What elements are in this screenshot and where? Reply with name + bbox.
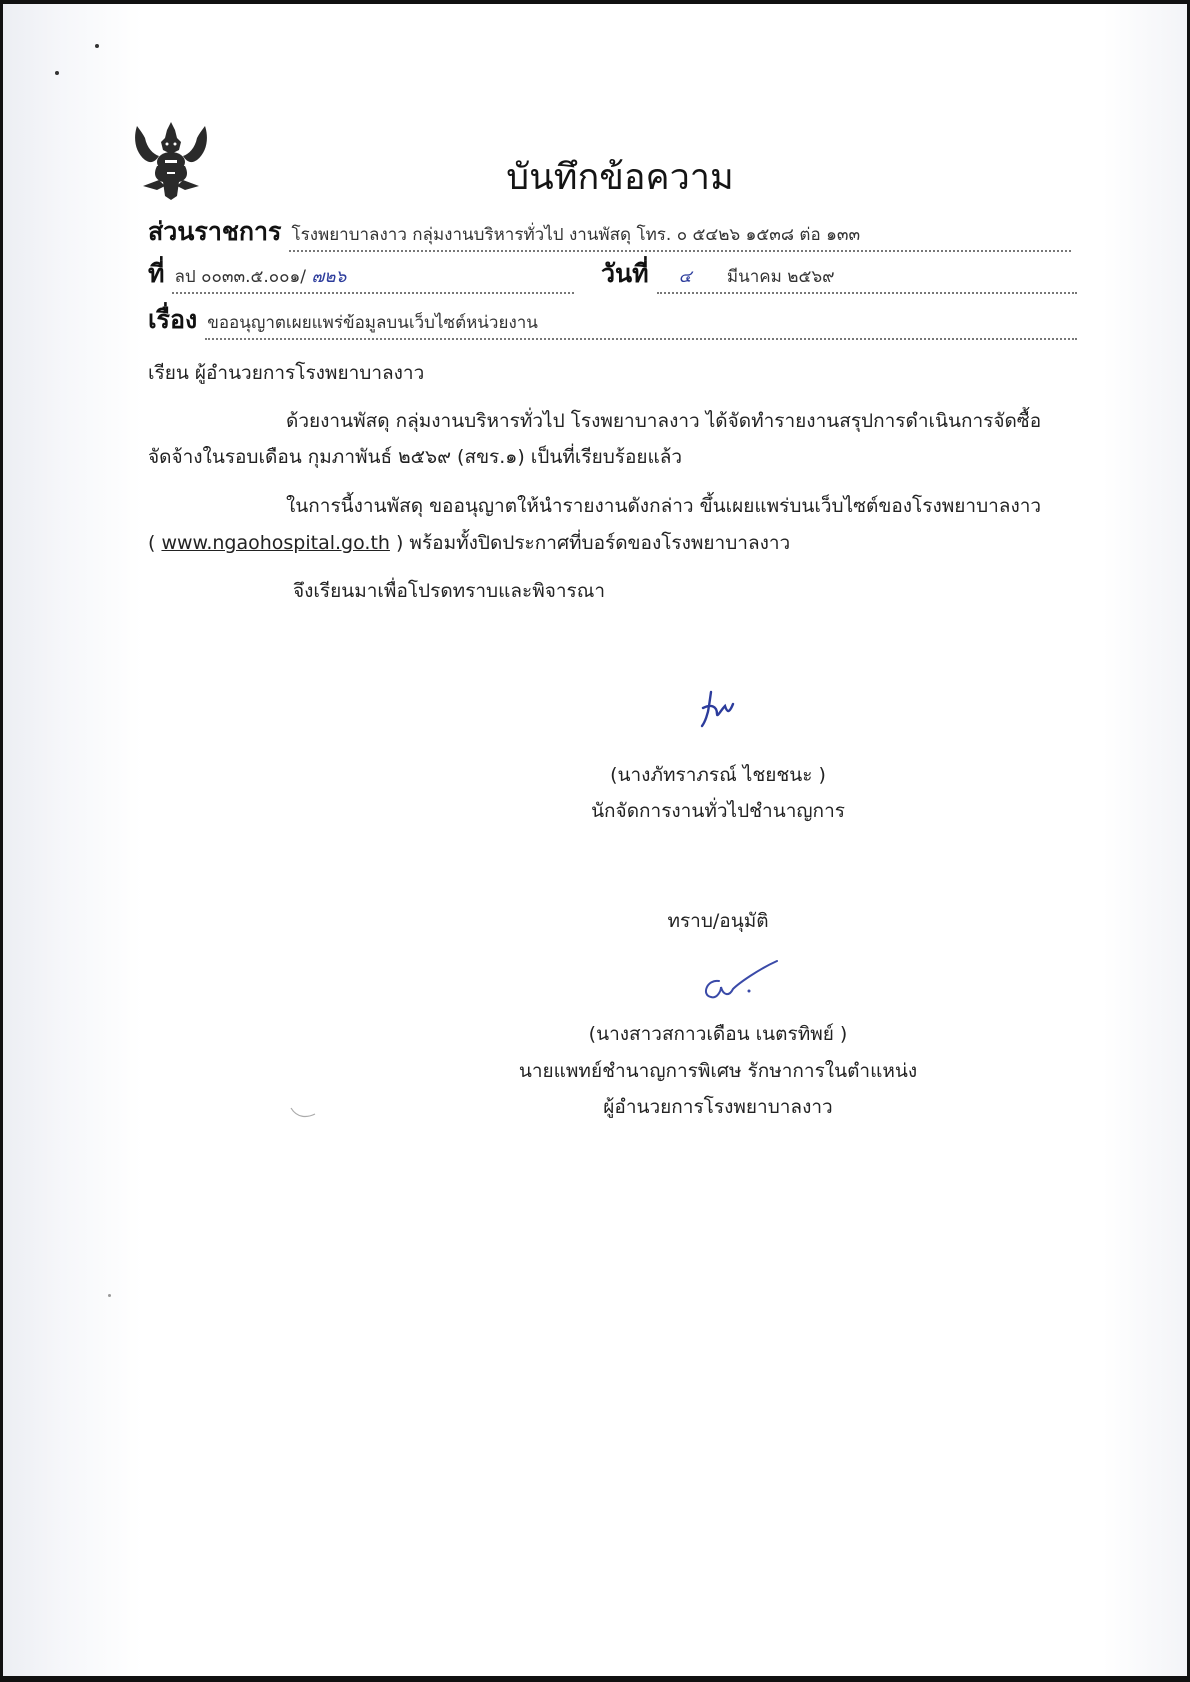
paragraph-3: จึงเรียนมาเพื่อโปรดทราบและพิจารณา [293,580,606,602]
signature-1-icon [699,688,741,730]
paragraph-1-line-1: ด้วยงานพัสดุ กลุ่มงานบริหารทั่วไป โรงพยาบาลงาว ได้จัดทำรายงานสรุปการดำเนินการจัดซื้อ [286,410,1042,432]
document-number-value [172,263,574,294]
approver-name: (นางสาวสกาวเดือน เนตรทิพย์ ) [588,1023,848,1045]
signer-1-position: นักจัดการงานทั่วไปชำนาญการ [591,800,845,822]
paragraph-1-line-2: จัดจ้างในรอบเดือน กุมภาพันธ์ ๒๕๖๙ (สขร.๑) เป็นที่เรียบร้อยแล้ว [148,446,683,468]
document-title: บันทึกข้อความ [506,157,734,198]
scan-speck [95,44,99,48]
date-day-handwritten: ๔ [678,267,692,287]
approver-position-line-1: นายแพทย์ชำนาญการพิเศษ รักษาการในตำแหน่ง [518,1060,918,1082]
document-number-printed: ลป ๐๐๓๓.๕.๐๐๑/ [174,267,307,287]
document-number-handwritten: ๗๒๖ [311,267,347,287]
approver-position-line-2: ผู้อำนวยการโรงพยาบาลงาว [603,1096,833,1118]
scan-mark [289,1106,319,1122]
scan-speck [108,1294,111,1297]
subject-label: เรื่อง [148,305,198,334]
date-label: วันที่ [601,259,649,288]
website-link[interactable]: www.ngaohospital.go.th [161,532,390,554]
scan-speck [55,71,59,75]
date-field [601,254,1077,294]
department-label: ส่วนราชการ [148,217,282,246]
scanned-page [3,4,1187,1676]
subject-field [148,300,1077,340]
document-number-field [148,254,574,294]
date-value-wrap [657,263,1077,294]
department-value: โรงพยาบาลงาว กลุ่มงานบริหารทั่วไป งานพัสดุ โทร. ๐ ๕๔๒๖ ๑๕๓๘ ต่อ ๑๓๓ [289,221,1071,252]
paragraph-2-line-2 [148,528,790,558]
document-number-label: ที่ [148,259,165,288]
signature-2-icon [699,957,779,1003]
department-field [148,212,1071,252]
signer-1-name: (นางภัทราภรณ์ ไชยชนะ ) [610,764,826,786]
paragraph-2-suffix: ) พร้อมทั้งปิดประกาศที่บอร์ดของโรงพยาบาลงาว [389,532,791,554]
subject-value: ขออนุญาตเผยแพร่ข้อมูลบนเว็บไซต์หน่วยงาน [205,309,1077,340]
paragraph-2-line-1: ในการนี้งานพัสดุ ขออนุญาตให้นำรายงานดังกล่าว ขึ้นเผยแพร่บนเว็บไซต์ของโรงพยาบาลงาว [286,495,1042,517]
salutation: เรียน ผู้อำนวยการโรงพยาบาลงาว [148,362,425,384]
date-value: มีนาคม ๒๕๖๙ [726,267,835,287]
approval-text: ทราบ/อนุมัติ [667,910,769,932]
paragraph-2-prefix: ( [148,532,162,554]
